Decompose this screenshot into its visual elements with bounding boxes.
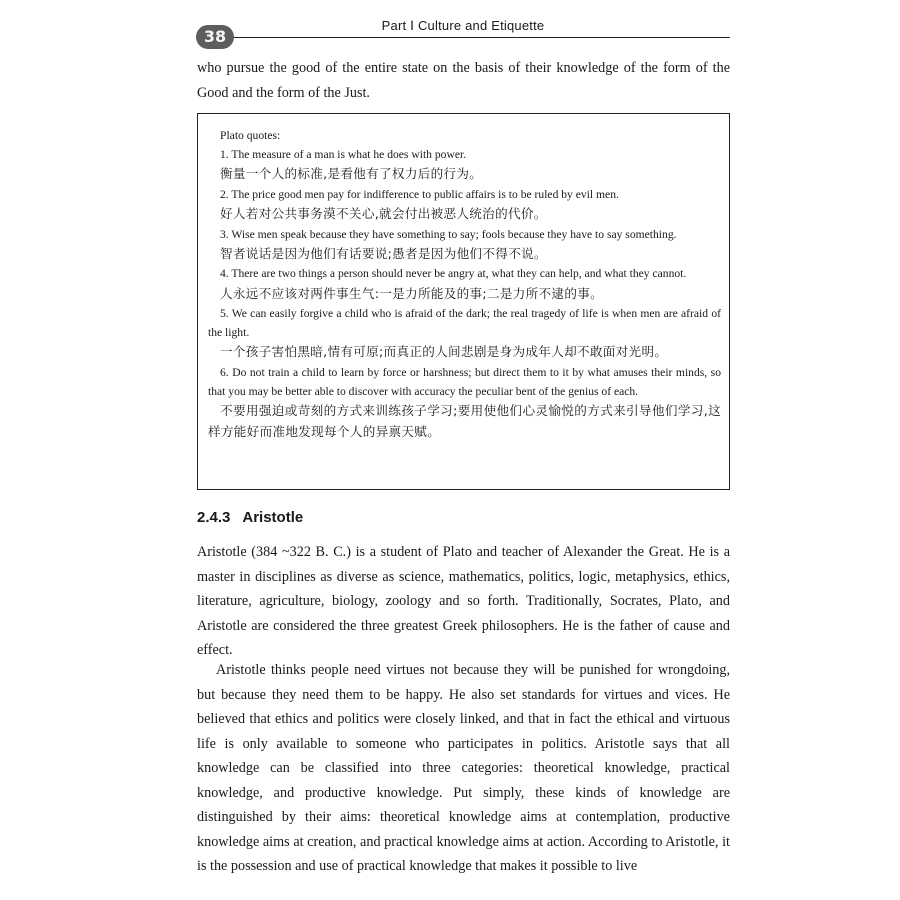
quote-zh: 人永远不应该对两件事生气:一是力所能及的事;二是力所不逮的事。: [220, 285, 604, 301]
section-number: 2.4.3: [197, 509, 231, 526]
quote-zh: 一个孩子害怕黑暗,情有可原;而真正的人间悲剧是身为成年人却不敢面对光明。: [220, 344, 668, 360]
page-header: [196, 18, 730, 52]
quote-en: 4. There are two things a person should never be angry at, what they can help, and what they cannot.: [220, 267, 687, 281]
section-title: Aristotle: [242, 509, 304, 526]
quote-zh: 智者说话是因为他们有话要说;愚者是因为他们不得不说。: [220, 245, 547, 261]
intro-paragraph: who pursue the good of the entire state on the basis of their knowledge of the form of the Good and the form of the Just.: [197, 60, 730, 101]
quotes-title: Plato quotes:: [220, 129, 281, 142]
section-heading: [197, 507, 303, 529]
page-number: 38: [196, 25, 234, 49]
quote-en: 6. Do not train a child to learn by force or harshness; but direct them to it by what amuses their minds, so that you may be better able to discover with accuracy the peculiar bent of the genius of each.: [208, 365, 721, 399]
quote-en: 2. The price good men pay for indifference to public affairs is to be ruled by evil men.: [220, 187, 619, 201]
quote-en: 1. The measure of a man is what he does with power.: [220, 148, 467, 162]
plato-quotes-box: [197, 113, 730, 490]
quote-zh: 不要用强迫或苛刻的方式来训练孩子学习;要用使他们心灵愉悦的方式来引导他们学习,这样方能好而准地发现每个人的异禀天赋。: [208, 403, 721, 439]
running-title: Part Ⅰ Culture and Etiquette: [381, 18, 545, 33]
quote-zh: 好人若对公共事务漠不关心,就会付出被恶人统治的代价。: [220, 206, 547, 222]
quote-zh: 衡量一个人的标准,是看他有了权力后的行为。: [220, 166, 483, 182]
quote-en: 5. We can easily forgive a child who is afraid of the dark; the real tragedy of life is when men are afraid of the light.: [208, 307, 721, 340]
body-paragraph: Aristotle (384 ~322 B. C.) is a student of Plato and teacher of Alexander the Great. He is a master in disciplines as diverse as science, mathematics, politics, logic, metaphysics, ethics, literature, agriculture, biology, zoology and so forth. Traditionally, Socrates, Plato, and Aristotle are considered the three greatest Greek philosophers. He is the father of cause and effect.: [197, 544, 730, 658]
header-rule: [230, 37, 730, 38]
body-paragraph: Aristotle thinks people need virtues not because they will be punished for wrongdoing, but because they need them to be happy. He also set standards for virtues and vices. He believed that ethics and politics were closely linked, and that in fact the ethical and virtuous life is only available to someone who participates in politics. Aristotle says that all knowledge can be classified into three categories: theoretical knowledge, practical knowledge, and productive knowledge. Put simply, these kinds of knowledge are distinguished by their aims: theoretical knowledge aims at contemplation, productive knowledge aims at creation, and practical knowledge aims at action. According to Aristotle, it is the possession and use of practical knowledge that makes it possible to live: [197, 662, 730, 874]
quote-en: 3. Wise men speak because they have something to say; fools because they have to say something.: [220, 227, 677, 241]
